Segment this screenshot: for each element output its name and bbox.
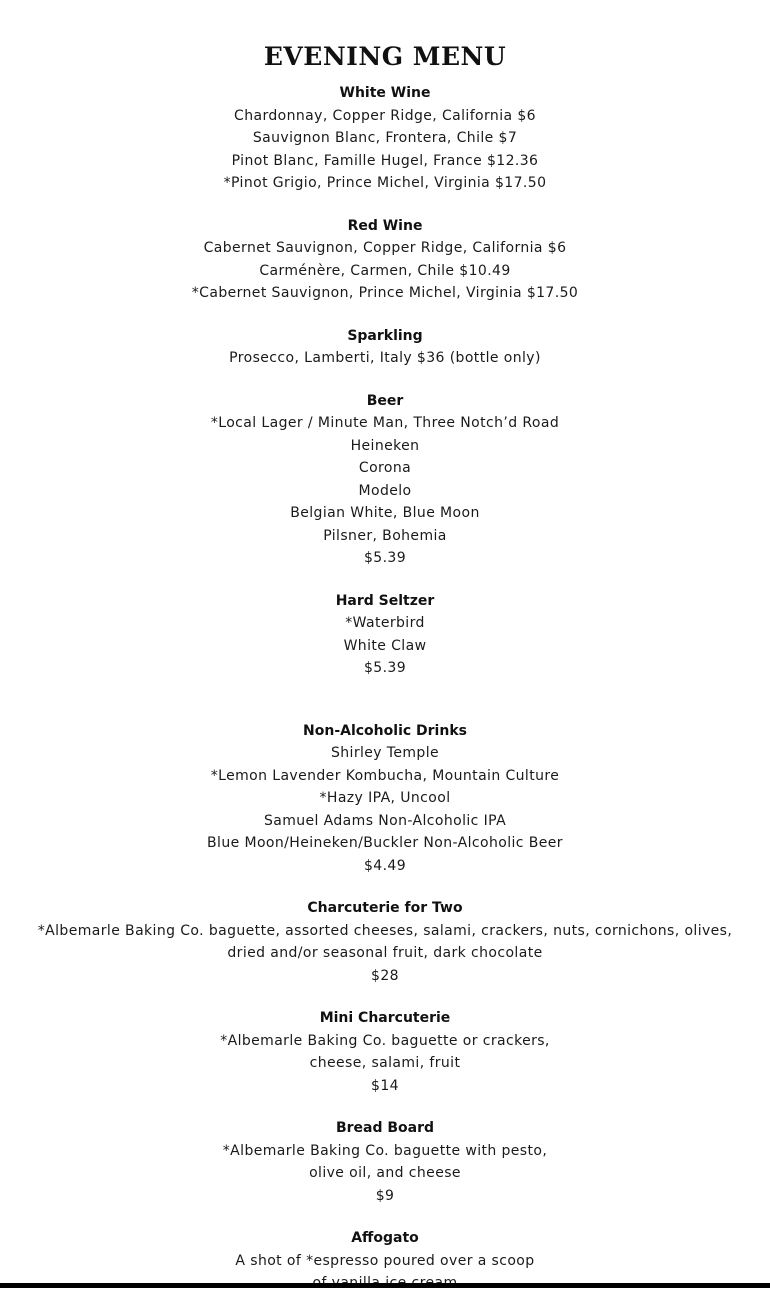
- section-beer: [0, 390, 770, 570]
- section-sparkling: [0, 325, 770, 370]
- menu-item: *Pinot Grigio, Prince Michel, Virginia $17.50: [223, 175, 547, 191]
- menu-item: Samuel Adams Non-Alcoholic IPA: [263, 812, 507, 829]
- menu-item: Heineken: [350, 437, 420, 454]
- menu-item: Chardonnay, Copper Ridge, California $6: [234, 107, 536, 124]
- menu-item: *Waterbird: [345, 615, 425, 631]
- menu-item: *Albemarle Baking Co. baguette or crackers,: [220, 1032, 550, 1049]
- section-charcuterie-for-two: [0, 897, 770, 987]
- section-red-wine: [0, 215, 770, 305]
- menu-price: $5.39: [363, 660, 407, 676]
- menu-item: Pilsner, Bohemia: [323, 527, 447, 544]
- section-bread-board: [0, 1117, 770, 1207]
- menu-price: $4.49: [363, 857, 407, 874]
- section-heading: Affogato: [351, 1230, 419, 1246]
- section-mini-charcuterie: [0, 1007, 770, 1097]
- menu-price: $9: [375, 1187, 395, 1204]
- menu-item: *Albemarle Baking Co. baguette with pesto,: [222, 1142, 548, 1159]
- menu-item: White Claw: [343, 637, 427, 654]
- menu-item: Blue Moon/Heineken/Buckler Non-Alcoholic Beer: [207, 835, 563, 851]
- section-heading: Mini Charcuterie: [319, 1010, 451, 1026]
- menu-price: $28: [371, 967, 399, 984]
- menu-item: *Local Lager / Minute Man, Three Notch’d Road: [210, 415, 560, 431]
- menu-item: *Cabernet Sauvignon, Prince Michel, Virginia $17.50: [191, 285, 579, 301]
- section-white-wine: [0, 82, 770, 195]
- menu-item: A shot of *espresso poured over a scoop: [235, 1252, 535, 1269]
- menu-item: Carménère, Carmen, Chile $10.49: [259, 262, 511, 279]
- section-heading: Sparkling: [347, 327, 423, 344]
- section-heading: Charcuterie for Two: [307, 900, 463, 916]
- menu-price: $14: [371, 1077, 399, 1094]
- menu-item: Belgian White, Blue Moon: [290, 505, 480, 521]
- menu-title: EVENING MENU: [263, 42, 507, 71]
- section-heading: Bread Board: [335, 1120, 435, 1136]
- section-hard-seltzer: [0, 590, 770, 680]
- menu-item: Sauvignon Blanc, Frontera, Chile $7: [252, 130, 518, 146]
- section-heading: Hard Seltzer: [335, 592, 435, 609]
- section-heading: Non-Alcoholic Drinks: [303, 722, 467, 739]
- menu-item: olive oil, and cheese: [309, 1165, 461, 1181]
- menu-item: *Lemon Lavender Kombucha, Mountain Culture: [210, 767, 560, 784]
- menu-price: $5.39: [363, 550, 407, 566]
- menu-item: Corona: [358, 460, 412, 476]
- section-heading: White Wine: [339, 85, 431, 101]
- section-heading: Beer: [366, 392, 404, 409]
- bottom-edge-bar: [0, 1283, 770, 1288]
- section-non-alcoholic-drinks: [0, 720, 770, 878]
- menu-item-description: *Albemarle Baking Co. baguette, assorted cheeses, salami, crackers, nuts, cornichons, olives, dried and/or seasonal fruit, dark chocolate: [37, 922, 733, 961]
- menu-item: *Hazy IPA, Uncool: [319, 790, 451, 806]
- menu-item: Pinot Blanc, Famille Hugel, France $12.36: [231, 152, 539, 169]
- menu-item: cheese, salami, fruit: [309, 1055, 461, 1071]
- menu-item: Cabernet Sauvignon, Copper Ridge, California $6: [203, 240, 567, 256]
- menu-item: Shirley Temple: [330, 745, 440, 761]
- menu-item: Modelo: [358, 482, 412, 499]
- menu-item: Prosecco, Lamberti, Italy $36 (bottle only): [229, 350, 541, 366]
- section-heading: Red Wine: [347, 217, 423, 234]
